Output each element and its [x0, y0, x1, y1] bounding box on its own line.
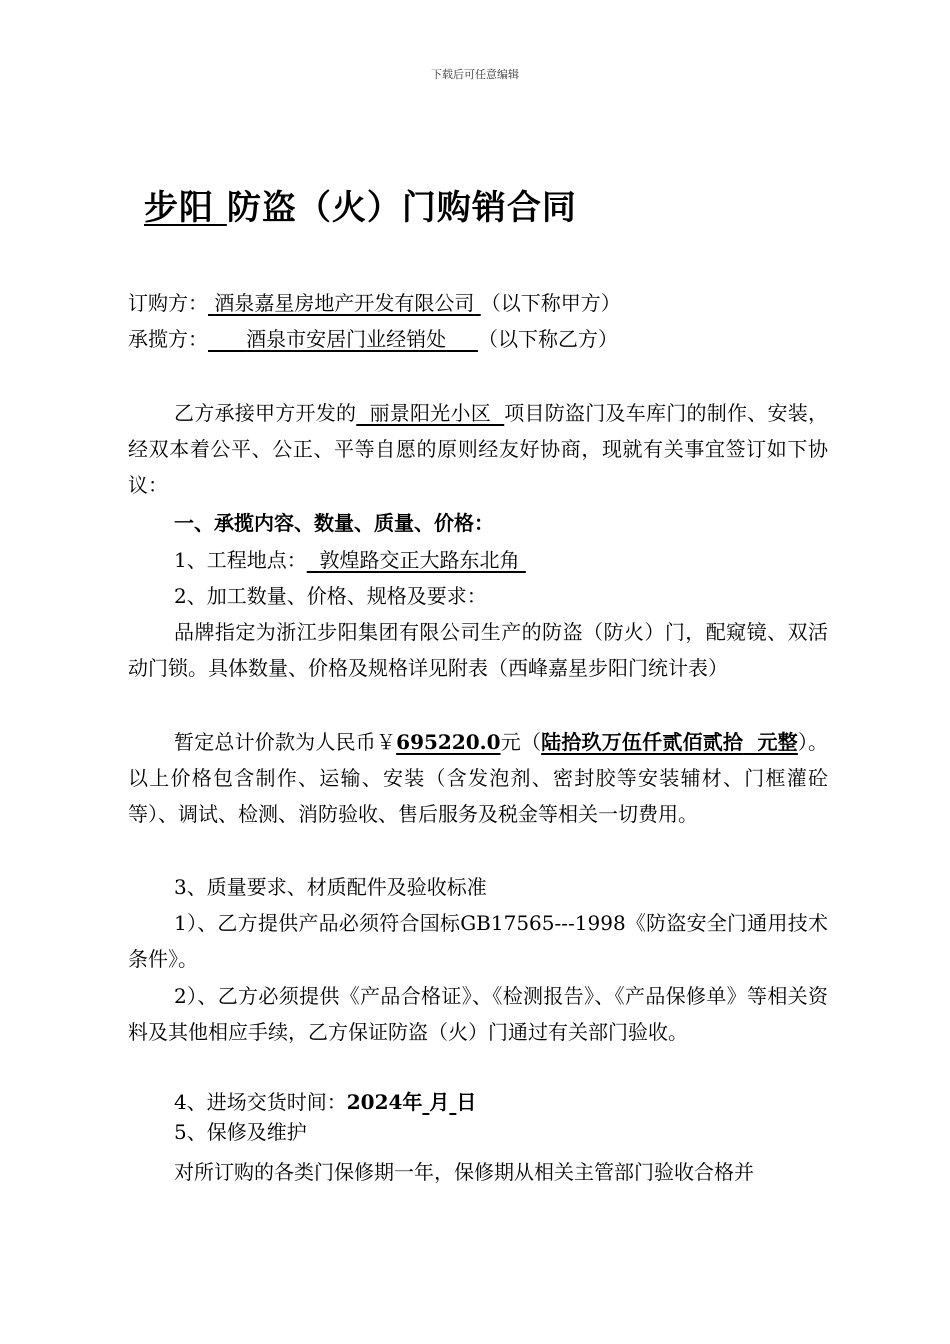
brand-paragraph: 品牌指定为浙江步阳集团有限公司生产的防盗（防火）门，配窥镜、双活动门锁。具体数量、价格及规格详见附表（西峰嘉星步阳门统计表）: [128, 620, 828, 680]
seller-label: 承揽方：: [128, 327, 208, 351]
item-3-2: 2）、乙方必须提供《产品合格证》、《检测报告》、《产品保修单》等相关资料及其他相应手续，乙方保证防盗（火）门通过有关部门验收。: [128, 984, 828, 1044]
buyer-suffix: （以下称甲方）: [480, 291, 621, 315]
seller-name: 酒泉市安居门业经销处: [246, 327, 447, 351]
buyer-label: 订购方：: [128, 291, 208, 315]
title-brand: 步阳: [144, 188, 214, 228]
seller-line: [128, 326, 618, 352]
title-text: 防盗（火）门购销合同: [226, 188, 577, 228]
page-header-note: 下载后可任意编辑: [431, 68, 519, 81]
intro-paragraph: 乙方承接甲方开发的 丽景阳光小区 项目防盗门及车库门的制作、安装，经双本着公平、公正、平等自愿的原则经友好协商，现就有关事宜签订如下协议：: [128, 401, 829, 497]
item-5-label: 5、保修及维护: [174, 1120, 307, 1144]
contract-title: [144, 180, 577, 229]
item-1: 1、工程地点： 敦煌路交正大路东北角: [128, 542, 828, 578]
buyer-name: 酒泉嘉星房地产开发有限公司: [214, 291, 475, 315]
seller-suffix: （以下称乙方）: [477, 327, 618, 351]
item-3-1: 1）、乙方提供产品必须符合国标GB17565---1998《防盗安全门通用技术条件》。: [128, 911, 828, 971]
project-name: 丽景阳光小区: [369, 401, 492, 425]
section-heading: 一、承揽内容、数量、质量、价格：: [174, 511, 494, 535]
project-location: 敦煌路交正大路东北角: [319, 548, 520, 572]
item-5-text: 对所订购的各类门保修期一年，保修期从相关主管部门验收合格并: [174, 1160, 754, 1184]
delivery-date: 2024年 月 日: [346, 1090, 477, 1114]
price-amount: 695220.0: [396, 730, 501, 754]
item-3-label: 3、质量要求、材质配件及验收标准: [174, 875, 487, 899]
item-4: 4、进场交货时间：2024年 月 日: [174, 1090, 477, 1114]
price-in-words: 陆拾玖万伍仟贰佰贰拾 元整: [541, 730, 798, 754]
item-2-label: 2、加工数量、价格、规格及要求：: [174, 584, 487, 608]
price-paragraph: 暂定总计价款为人民币￥695220.0元（陆拾玖万伍仟贰佰贰拾 元整）。以上价格包含制作、运输、安装（含发泡剂、密封胶等安装辅材、门框灌砼等）、调试、检测、消防验收、售后服务及税金等相关一切费用。: [128, 730, 829, 826]
buyer-line: [128, 290, 621, 316]
